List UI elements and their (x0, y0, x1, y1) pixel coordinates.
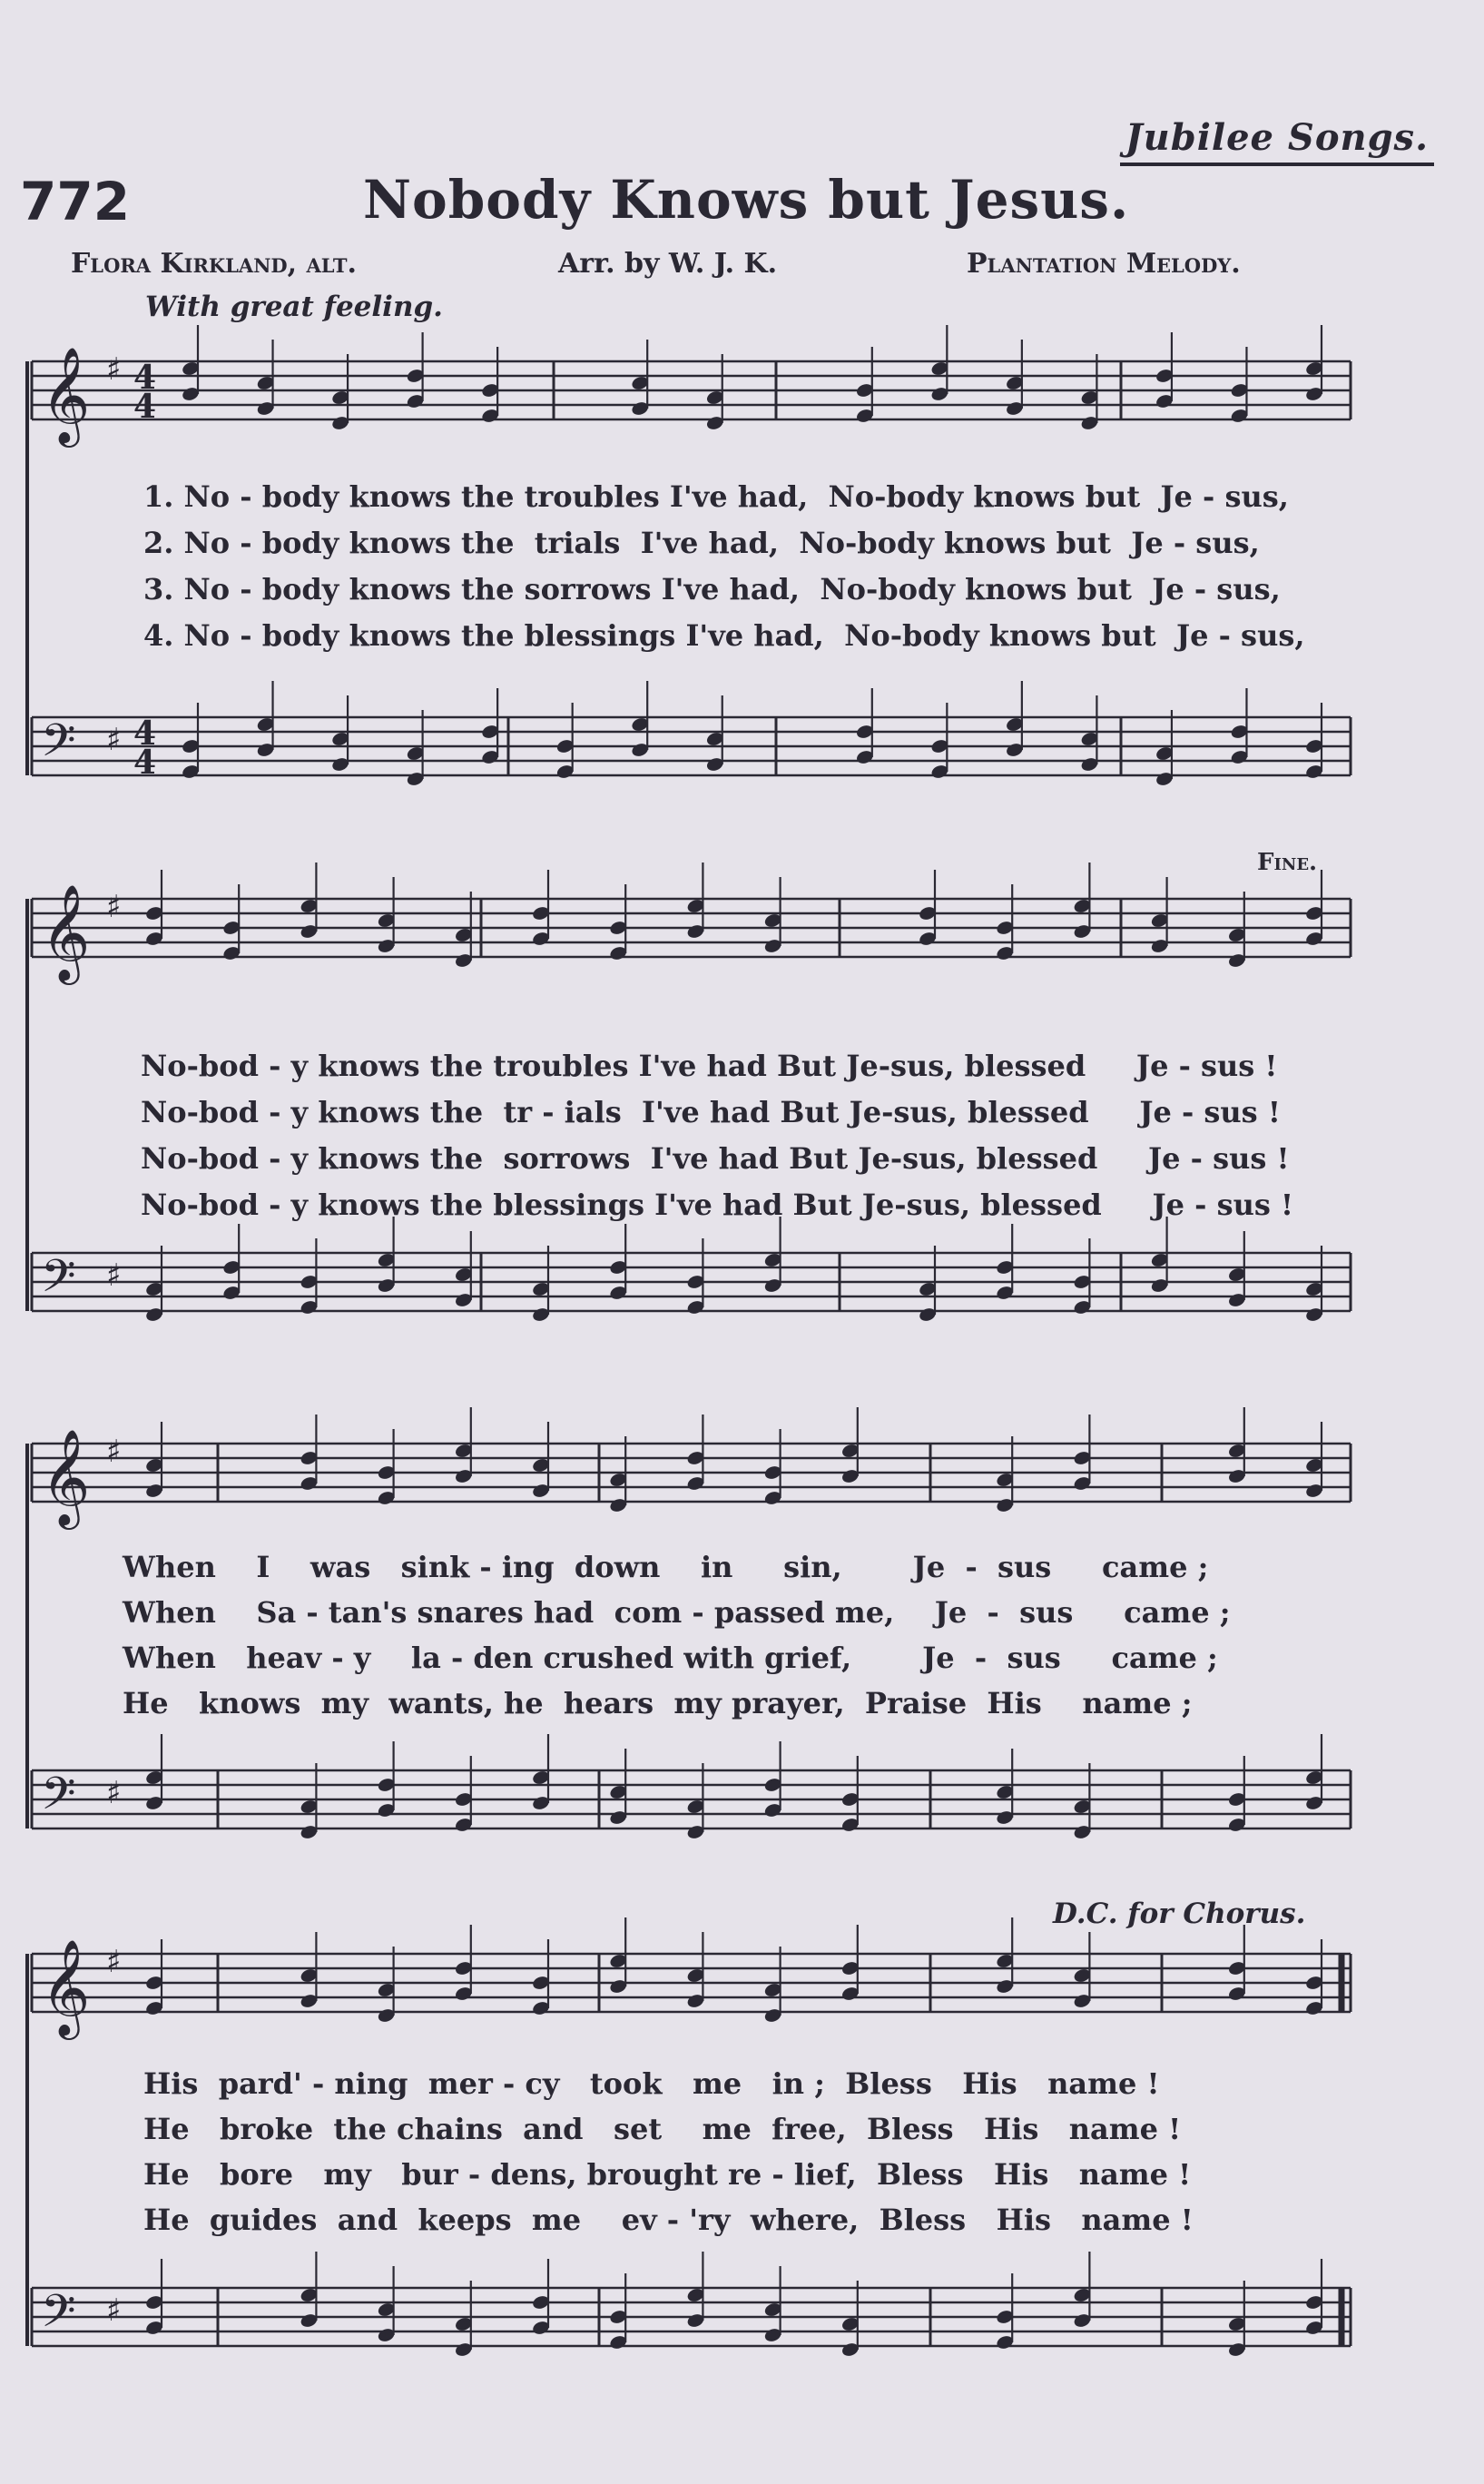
bass-clef-icon: 𝄢 (41, 1250, 76, 1314)
time-signature: 4 (133, 359, 157, 397)
lyric-line: He guides and keeps me ev - 'ry where, Bless His name ! (143, 2203, 1194, 2237)
lyric-line: He knows my wants, he hears my prayer, Praise His name ; (123, 1686, 1193, 1720)
lyric-line: He broke the chains and set me free, Bless His name ! (143, 2112, 1182, 2146)
treble-clef-icon: 𝄞 (41, 1938, 91, 2036)
credit-author: Flora Kirkland, alt. (71, 248, 357, 280)
lyric-line: No-bod - y knows the troubles I've had But Je-sus, blessed Je - sus ! (141, 1049, 1278, 1083)
dc-marking: D.C. for Chorus. (1053, 1898, 1306, 1930)
lyric-line: When Sa - tan's snares had com - passed me, Je - sus came ; (123, 1595, 1231, 1630)
treble-clef-icon: 𝄞 (41, 346, 91, 443)
key-signature-sharp-icon: ♯ (106, 1434, 122, 1470)
credit-arranger: Arr. by W. J. K. (558, 248, 778, 280)
fine-marking: Fine. (1257, 849, 1318, 876)
lyric-line: 2. No - body knows the trials I've had, No-body knows but Je - sus, (143, 526, 1260, 560)
bass-clef-icon: 𝄢 (41, 1768, 76, 1831)
time-signature: 4 (133, 388, 157, 426)
lyric-line: No-bod - y knows the blessings I've had But Je-sus, blessed Je - sus ! (141, 1188, 1294, 1222)
lyric-line: No-bod - y knows the tr - ials I've had But Je-sus, blessed Je - sus ! (141, 1095, 1281, 1129)
hymn-number: 772 (20, 171, 131, 232)
key-signature-sharp-icon: ♯ (106, 1775, 122, 1811)
lyric-line: No-bod - y knows the sorrows I've had But Je-sus, blessed Je - sus ! (141, 1141, 1290, 1176)
key-signature-sharp-icon: ♯ (106, 722, 122, 758)
lyric-line: When I was sink - ing down in sin, Je - sus came ; (123, 1550, 1209, 1584)
key-signature-sharp-icon: ♯ (106, 1257, 122, 1294)
lyric-line: His pard' - ning mer - cy took me in ; Bless His name ! (143, 2066, 1160, 2101)
hymn-title: Nobody Knows but Jesus. (363, 169, 1130, 231)
key-signature-sharp-icon: ♯ (106, 351, 122, 388)
tempo-marking: With great feeling. (145, 291, 443, 323)
time-signature: 4 (133, 744, 157, 782)
credit-source: Plantation Melody. (967, 248, 1241, 280)
key-signature-sharp-icon: ♯ (106, 889, 122, 925)
bass-clef-icon: 𝄢 (41, 2285, 76, 2349)
lyric-line: 4. No - body knows the blessings I've had, No-body knows but Je - sus, (143, 618, 1305, 653)
lyric-line: 1. No - body knows the troubles I've had, No-body knows but Je - sus, (143, 479, 1289, 514)
key-signature-sharp-icon: ♯ (106, 1944, 122, 1980)
time-signature: 4 (133, 715, 157, 753)
treble-clef-icon: 𝄞 (41, 883, 91, 981)
lyric-line: When heav - y la - den crushed with grief, Je - sus came ; (123, 1641, 1218, 1675)
section-title: Jubilee Songs. (1120, 116, 1434, 166)
bass-clef-icon: 𝄢 (41, 715, 76, 778)
key-signature-sharp-icon: ♯ (106, 2292, 122, 2329)
lyric-line: He bore my bur - dens, brought re - lief, Bless His name ! (143, 2157, 1192, 2192)
lyric-line: 3. No - body knows the sorrows I've had, No-body knows but Je - sus, (143, 572, 1281, 606)
treble-clef-icon: 𝄞 (41, 1428, 91, 1525)
